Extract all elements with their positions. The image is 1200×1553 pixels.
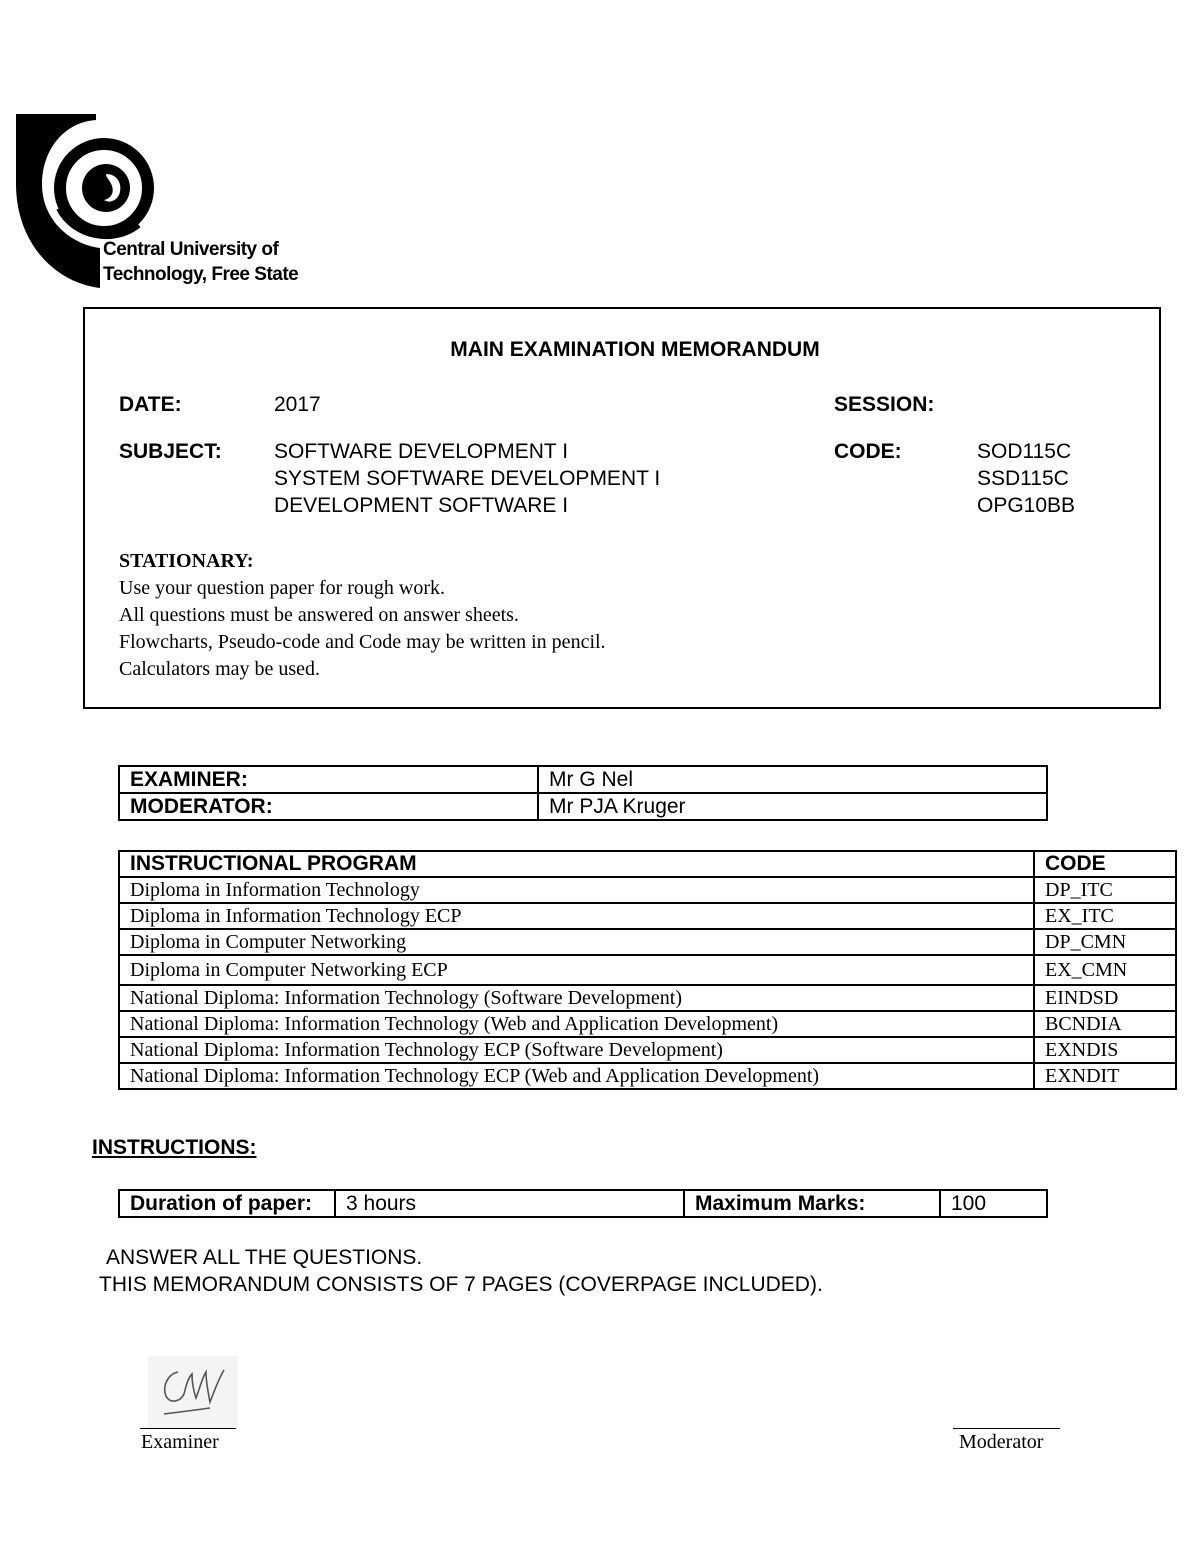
program-code: EXNDIS — [1034, 1037, 1176, 1063]
table-row — [119, 955, 1176, 985]
subject-line: SOFTWARE DEVELOPMENT I — [274, 440, 569, 463]
program-code: EX_ITC — [1034, 903, 1176, 929]
table-row — [119, 766, 1047, 793]
date-value: 2017 — [274, 393, 321, 416]
stationary-line: Use your question paper for rough work. — [119, 577, 446, 599]
instruction-line: ANSWER ALL THE QUESTIONS. — [106, 1246, 423, 1269]
signature-icon — [140, 1352, 250, 1432]
subject-line: DEVELOPMENT SOFTWARE I — [274, 494, 569, 517]
stationary-line: Calculators may be used. — [119, 658, 321, 680]
subject-code: SOD115C — [977, 440, 1072, 463]
program-name: Diploma in Computer Networking — [119, 929, 1034, 955]
program-header: INSTRUCTIONAL PROGRAM — [119, 851, 1034, 877]
program-code: DP_CMN — [1034, 929, 1176, 955]
duration-label: Duration of paper: — [119, 1190, 335, 1217]
page-title: MAIN EXAMINATION MEMORANDUM — [450, 338, 820, 361]
moderator-value: Mr PJA Kruger — [538, 793, 1047, 820]
program-code: DP_ITC — [1034, 877, 1176, 903]
program-name: National Diploma: Information Technology (Software Development) — [119, 985, 1034, 1011]
program-code: BCNDIA — [1034, 1011, 1176, 1037]
moderator-label: MODERATOR: — [119, 793, 538, 820]
table-row — [119, 903, 1176, 929]
program-code: EINDSD — [1034, 985, 1176, 1011]
examiner-signature-line — [140, 1428, 236, 1429]
program-name: National Diploma: Information Technology (Web and Application Development) — [119, 1011, 1034, 1037]
marks-label: Maximum Marks: — [684, 1190, 940, 1217]
table-row — [119, 1063, 1176, 1089]
duration-table — [118, 1189, 1048, 1218]
program-name: National Diploma: Information Technology ECP (Web and Application Development) — [119, 1063, 1034, 1089]
examiner-label: Examiner — [141, 1431, 219, 1453]
stationary-label: STATIONARY: — [119, 550, 254, 572]
table-row — [119, 877, 1176, 903]
university-name-line-2: Technology, Free State — [103, 264, 299, 285]
moderator-label: Moderator — [959, 1431, 1044, 1453]
table-row — [119, 929, 1176, 955]
program-name: Diploma in Information Technology — [119, 877, 1034, 903]
program-code: EXNDIT — [1034, 1063, 1176, 1089]
examiner-signature — [140, 1352, 250, 1432]
table-row — [119, 985, 1176, 1011]
program-name: Diploma in Information Technology ECP — [119, 903, 1034, 929]
code-label: CODE: — [834, 440, 902, 463]
table-header-row — [119, 851, 1176, 877]
instructions-heading: INSTRUCTIONS: — [92, 1136, 257, 1159]
program-name: National Diploma: Information Technology ECP (Software Development) — [119, 1037, 1034, 1063]
instruction-line: THIS MEMORANDUM CONSISTS OF 7 PAGES (COVERPAGE INCLUDED). — [99, 1273, 823, 1296]
stationary-line: Flowcharts, Pseudo-code and Code may be written in pencil. — [119, 631, 606, 653]
subject-code: OPG10BB — [977, 494, 1076, 517]
program-table — [118, 850, 1177, 1090]
moderator-signature-line — [953, 1428, 1060, 1429]
program-code: EX_CMN — [1034, 955, 1176, 985]
session-label: SESSION: — [834, 393, 935, 416]
code-header: CODE — [1034, 851, 1176, 877]
subject-label: SUBJECT: — [119, 440, 222, 463]
subject-line: SYSTEM SOFTWARE DEVELOPMENT I — [274, 467, 661, 490]
table-row — [119, 1037, 1176, 1063]
university-name-line-1: Central University of — [103, 239, 279, 260]
date-label: DATE: — [119, 393, 182, 416]
examiner-label: EXAMINER: — [119, 766, 538, 793]
duration-value: 3 hours — [335, 1190, 684, 1217]
examiner-value: Mr G Nel — [538, 766, 1047, 793]
table-row — [119, 793, 1047, 820]
program-name: Diploma in Computer Networking ECP — [119, 955, 1034, 985]
stationary-line: All questions must be answered on answer sheets. — [119, 604, 519, 626]
table-row — [119, 1011, 1176, 1037]
subject-code: SSD115C — [977, 467, 1069, 490]
staff-table — [118, 765, 1048, 821]
marks-value: 100 — [940, 1190, 1047, 1217]
table-row — [119, 1190, 1047, 1217]
